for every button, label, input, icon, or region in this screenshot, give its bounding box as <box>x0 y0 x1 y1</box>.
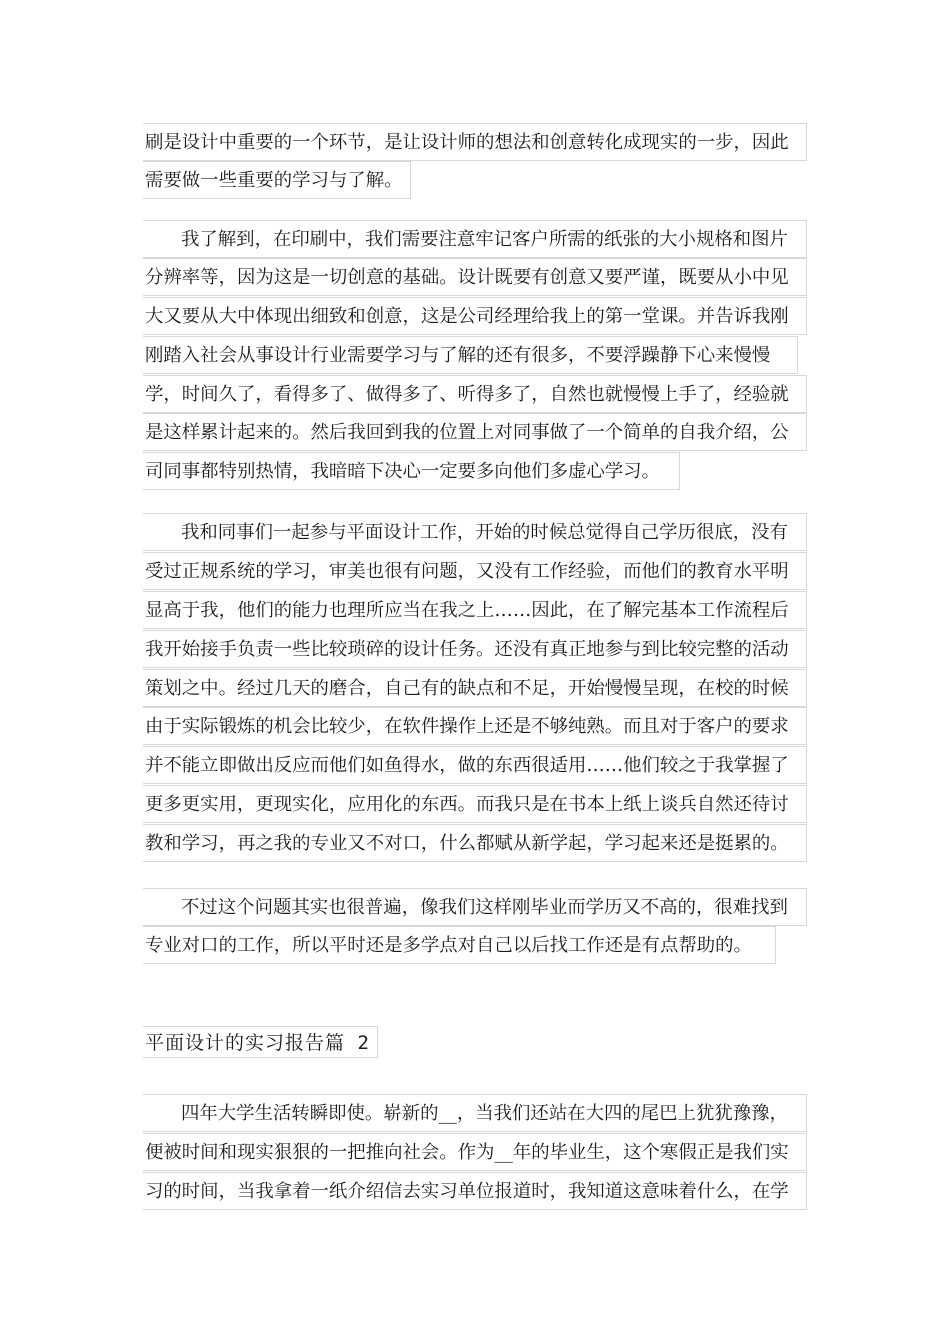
paragraph-line: 大又要从大中体现出细致和创意，这是公司经理给我上的第一堂课。并告诉我刚 <box>143 297 807 335</box>
paragraph-line: 更多更实用，更现实化，应用化的东西。而我只是在书本上纸上谈兵自然还待讨 <box>143 785 807 823</box>
paragraph-line: 刚踏入社会从事设计行业需要学习与了解的还有很多，不要浮躁静下心来慢慢 <box>143 336 798 374</box>
paragraph-line: 教和学习，再之我的专业又不对口，什么都赋从新学起，学习起来还是挺累的。 <box>143 824 807 862</box>
paragraph-line: 不过这个问题其实也很普遍，像我们这样刚毕业而学历又不高的，很难找到 <box>143 888 807 926</box>
paragraph-line: 显高于我，他们的能力也理所应当在我之上……因此，在了解完基本工作流程后 <box>143 591 807 629</box>
paragraph-line: 学，时间久了，看得多了、做得多了、听得多了，自然也就慢慢上手了，经验就 <box>143 375 807 413</box>
paragraph-line: 刷是设计中重要的一个环节，是让设计师的想法和创意转化成现实的一步，因此 <box>143 123 807 161</box>
paragraph-line: 我和同事们一起参与平面设计工作，开始的时候总觉得自己学历很底，没有 <box>143 513 807 551</box>
paragraph-line: 由于实际锻炼的机会比较少，在软件操作上还是不够纯熟。而且对于客户的要求 <box>143 707 807 745</box>
paragraph-line: 我开始接手负责一些比较琐碎的设计任务。还没有真正地参与到比较完整的活动 <box>143 630 807 668</box>
paragraph-line: 分辨率等，因为这是一切创意的基础。设计既要有创意又要严谨，既要从小中见 <box>143 258 807 296</box>
paragraph-line: 专业对口的工作，所以平时还是多学点对自己以后找工作还是有点帮助的。 <box>143 926 776 964</box>
paragraph-line: 四年大学生活转瞬即使。崭新的__，当我们还站在大四的尾巴上犹犹豫豫， <box>143 1094 807 1132</box>
paragraph-line: 司同事都特别热情，我暗暗下决心一定要多向他们多虚心学习。 <box>143 452 680 490</box>
paragraph-line: 我了解到，在印刷中，我们需要注意牢记客户所需的纸张的大小规格和图片 <box>143 220 807 258</box>
section-heading: 平面设计的实习报告篇 2 <box>143 1026 378 1058</box>
paragraph-line: 习的时间，当我拿着一纸介绍信去实习单位报道时，我知道这意味着什么，在学 <box>143 1172 807 1210</box>
paragraph-line: 是这样累计起来的。然后我回到我的位置上对同事做了一个简单的自我介绍，公 <box>143 413 807 451</box>
paragraph-line: 受过正规系统的学习，审美也很有问题，又没有工作经验，而他们的教育水平明 <box>143 552 807 590</box>
paragraph-line: 便被时间和现实狠狠的一把推向社会。作为__年的毕业生，这个寒假正是我们实 <box>143 1133 807 1171</box>
paragraph-line: 并不能立即做出反应而他们如鱼得水，做的东西很适用……他们较之于我掌握了 <box>143 746 807 784</box>
paragraph-line: 需要做一些重要的学习与了解。 <box>143 161 411 199</box>
paragraph-line: 策划之中。经过几天的磨合，自己有的缺点和不足，开始慢慢呈现，在校的时候 <box>143 669 807 707</box>
